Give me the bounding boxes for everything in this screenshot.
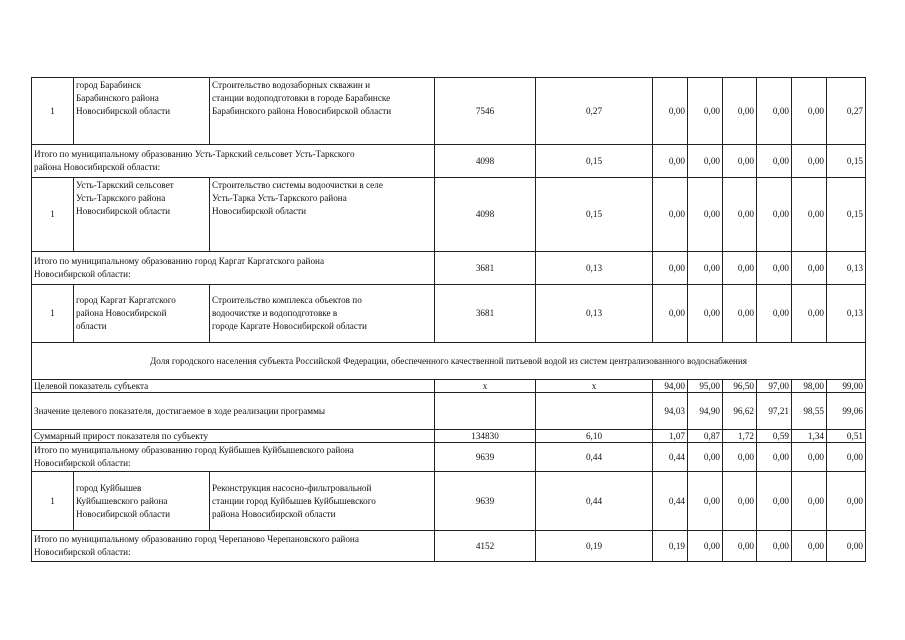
value-cell: 94,90 — [688, 393, 723, 430]
share-cell: 0,19 — [536, 531, 653, 562]
project-cell: Реконструкция насосно-фильтровальной станции город Куйбышев Куйбышевского района Новосибирской области — [210, 472, 435, 531]
program-table — [31, 77, 866, 562]
subtotal-row — [32, 443, 866, 472]
value-cell: 0,00 — [757, 472, 792, 531]
indicator-label: Суммарный прирост показателя по субъекту — [32, 430, 435, 443]
value-cell: 0,00 — [723, 531, 757, 562]
value-cell: 0,00 — [688, 252, 723, 285]
value-cell: 0,00 — [757, 78, 792, 145]
population-cell: 9639 — [435, 443, 536, 472]
value-cell: 0,00 — [723, 443, 757, 472]
value-cell: 96,50 — [723, 380, 757, 393]
value-cell: 0,00 — [688, 285, 723, 343]
municipality-cell: город Каргат Каргатского района Новосибирской области — [74, 285, 210, 343]
value-cell: 99,00 — [827, 380, 866, 393]
share-cell: 0,44 — [536, 443, 653, 472]
subtotal-row — [32, 252, 866, 285]
population-cell: 4098 — [435, 145, 536, 178]
value-cell: 0,00 — [792, 78, 827, 145]
value-cell: 0,19 — [653, 531, 688, 562]
share-cell: 0,15 — [536, 145, 653, 178]
indicator-row — [32, 380, 866, 393]
value-cell: 0,00 — [653, 78, 688, 145]
share-cell: 0,27 — [536, 78, 653, 145]
indicator-row — [32, 430, 866, 443]
value-cell: 0,44 — [653, 472, 688, 531]
share-cell: 0,44 — [536, 472, 653, 531]
project-cell: Строительство комплекса объектов по водоочистке и водоподготовке в городе Каргате Новосибирской области — [210, 285, 435, 343]
value-cell: 1,07 — [653, 430, 688, 443]
value-cell: 0,00 — [653, 178, 688, 252]
row-number: 1 — [32, 78, 74, 145]
row-number: 1 — [32, 285, 74, 343]
section-heading: Доля городского населения субъекта Российской Федерации, обеспеченного качественной питьевой водой из систем централизованного водоснабжения — [32, 343, 866, 380]
population-cell: 9639 — [435, 472, 536, 531]
subtotal-label: Итого по муниципальному образованию город Черепаново Черепановского района Новосибирской области: — [32, 531, 435, 562]
document-page — [31, 77, 865, 562]
value-cell: 0,59 — [757, 430, 792, 443]
value-cell: 0,00 — [792, 472, 827, 531]
population-cell: x — [435, 380, 536, 393]
indicator-label: Целевой показатель субъекта — [32, 380, 435, 393]
value-cell: 0,00 — [688, 443, 723, 472]
subtotal-row — [32, 145, 866, 178]
population-cell: 4152 — [435, 531, 536, 562]
value-cell: 0,00 — [723, 252, 757, 285]
population-cell — [435, 393, 536, 430]
municipality-cell: город Куйбышев Куйбышевского района Новосибирской области — [74, 472, 210, 531]
value-cell: 94,03 — [653, 393, 688, 430]
value-cell: 98,55 — [792, 393, 827, 430]
value-cell: 0,00 — [723, 285, 757, 343]
value-cell: 0,15 — [827, 145, 866, 178]
value-cell: 0,00 — [757, 178, 792, 252]
value-cell: 97,21 — [757, 393, 792, 430]
value-cell: 0,00 — [688, 145, 723, 178]
population-cell: 7546 — [435, 78, 536, 145]
value-cell: 1,34 — [792, 430, 827, 443]
share-cell: 0,15 — [536, 178, 653, 252]
table-row — [32, 78, 866, 145]
value-cell: 0,00 — [757, 252, 792, 285]
value-cell: 0,13 — [827, 285, 866, 343]
value-cell: 0,00 — [792, 531, 827, 562]
project-cell: Строительство системы водоочистки в селе Усть-Тарка Усть-Таркского района Новосибирской области — [210, 178, 435, 252]
value-cell: 0,00 — [688, 531, 723, 562]
value-cell: 0,00 — [688, 178, 723, 252]
project-cell: Строительство водозаборных скважин и станции водоподготовки в городе Барабинске Барабинского района Новосибирской области — [210, 78, 435, 145]
value-cell: 0,00 — [653, 285, 688, 343]
population-cell: 134830 — [435, 430, 536, 443]
section-heading-row — [32, 343, 866, 380]
share-cell: x — [536, 380, 653, 393]
share-cell: 0,13 — [536, 252, 653, 285]
value-cell: 0,00 — [757, 285, 792, 343]
share-cell: 0,13 — [536, 285, 653, 343]
table-row — [32, 285, 866, 343]
value-cell: 0,27 — [827, 78, 866, 145]
share-cell — [536, 393, 653, 430]
value-cell: 97,00 — [757, 380, 792, 393]
value-cell: 99,06 — [827, 393, 866, 430]
value-cell: 0,44 — [653, 443, 688, 472]
subtotal-label: Итого по муниципальному образованию город Каргат Каргатского района Новосибирской области: — [32, 252, 435, 285]
value-cell: 0,00 — [792, 145, 827, 178]
value-cell: 0,00 — [792, 178, 827, 252]
value-cell: 0,00 — [757, 531, 792, 562]
indicator-label: Значение целевого показателя, достигаемое в ходе реализации программы — [32, 393, 435, 430]
value-cell: 0,00 — [827, 443, 866, 472]
value-cell: 0,00 — [792, 285, 827, 343]
value-cell: 0,00 — [723, 78, 757, 145]
value-cell: 0,00 — [757, 145, 792, 178]
value-cell: 96,62 — [723, 393, 757, 430]
value-cell: 0,00 — [688, 78, 723, 145]
subtotal-row — [32, 531, 866, 562]
value-cell: 0,00 — [688, 472, 723, 531]
value-cell: 98,00 — [792, 380, 827, 393]
value-cell: 0,00 — [653, 252, 688, 285]
population-cell: 3681 — [435, 252, 536, 285]
value-cell: 0,51 — [827, 430, 866, 443]
subtotal-label: Итого по муниципальному образованию город Куйбышев Куйбышевского района Новосибирской области: — [32, 443, 435, 472]
row-number: 1 — [32, 472, 74, 531]
population-cell: 3681 — [435, 285, 536, 343]
share-cell: 6,10 — [536, 430, 653, 443]
value-cell: 1,72 — [723, 430, 757, 443]
value-cell: 0,00 — [653, 145, 688, 178]
value-cell: 0,00 — [723, 178, 757, 252]
value-cell: 0,00 — [792, 252, 827, 285]
value-cell: 0,87 — [688, 430, 723, 443]
value-cell: 0,00 — [827, 472, 866, 531]
indicator-row — [32, 393, 866, 430]
value-cell: 0,00 — [723, 472, 757, 531]
value-cell: 0,00 — [723, 145, 757, 178]
value-cell: 0,00 — [827, 531, 866, 562]
value-cell: 0,13 — [827, 252, 866, 285]
table-row — [32, 178, 866, 252]
row-number: 1 — [32, 178, 74, 252]
municipality-cell: Усть-Таркский сельсовет Усть-Таркского района Новосибирской области — [74, 178, 210, 252]
value-cell: 0,00 — [792, 443, 827, 472]
value-cell: 0,15 — [827, 178, 866, 252]
municipality-cell: город Барабинск Барабинского района Новосибирской области — [74, 78, 210, 145]
value-cell: 95,00 — [688, 380, 723, 393]
value-cell: 94,00 — [653, 380, 688, 393]
table-row — [32, 472, 866, 531]
population-cell: 4098 — [435, 178, 536, 252]
subtotal-label: Итого по муниципальному образованию Усть-Таркский сельсовет Усть-Таркского района Новосибирской области: — [32, 145, 435, 178]
value-cell: 0,00 — [757, 443, 792, 472]
